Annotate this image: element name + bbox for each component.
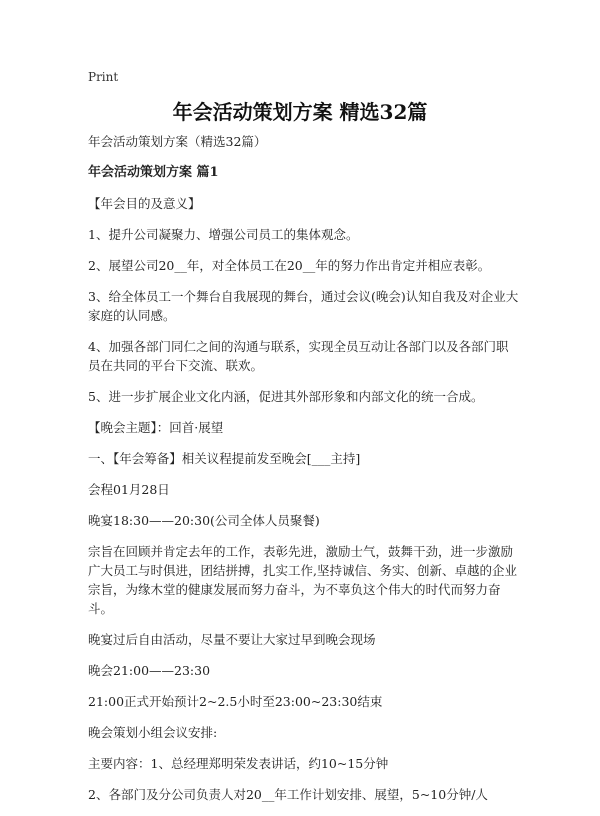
list-item: 4、加强各部门同仁之间的沟通与联系，实现全员互动让各部门以及各部门职员在共同的平台下交流、联欢。: [88, 339, 509, 373]
agenda-line: 一、【年会筹备】相关议程提前发至晚会[___主持]: [88, 451, 361, 466]
print-link[interactable]: Print: [88, 70, 119, 84]
purpose-paragraph: 宗旨在回顾并肯定去年的工作，表彰先进，激励士气，鼓舞干劲，进一步激励广大员工与时俱进，团结拼搏，扎实工作,坚持诚信、务实、创新、卓越的企业宗旨，为缘木堂的健康发展而努力奋斗，为不辜负这个伟大的时代而努力奋斗。: [88, 544, 517, 616]
list-item: 5、进一步扩展企业文化内涵，促进其外部形象和内部文化的统一合成。: [88, 389, 484, 404]
subsection-label: 【年会目的及意义】: [88, 196, 201, 211]
schedule-dinner: 晚宴18:30——20:30(公司全体人员聚餐): [88, 513, 320, 528]
meeting-arrangement: 晚会策划小组会议安排:: [88, 725, 218, 740]
schedule-party: 晚会21:00——23:30: [88, 663, 211, 678]
list-item: 2、展望公司20__年，对全体员工在20__年的努力作出肯定并相应表彰。: [88, 258, 491, 273]
schedule-detail: 21:00正式开始预计2~2.5小时至23:00~23:30结束: [88, 694, 383, 709]
section-heading: 年会活动策划方案 篇1: [88, 165, 219, 180]
main-content: 主要内容：1、总经理郑明荣发表讲话，约10~15分钟: [88, 756, 389, 771]
intro-line: 年会活动策划方案（精选32篇）: [88, 134, 267, 149]
document-title: 年会活动策划方案 精选32篇: [172, 100, 428, 124]
list-item: 1、提升公司凝聚力、增强公司员工的集体观念。: [88, 227, 359, 242]
list-item: 2、各部门及分公司负责人对20__年工作计划安排、展望，5~10分钟/人: [88, 787, 488, 802]
theme-line: 【晚会主题】：回首·展望: [88, 420, 224, 435]
list-item: 3、给全体员工一个舞台自我展现的舞台，通过会议(晚会)认知自我及对企业大家庭的认同感。: [88, 289, 519, 323]
document-body: [88, 132, 520, 816]
schedule-date: 会程01月28日: [88, 482, 170, 497]
paragraph: 晚宴过后自由活动，尽量不要让大家过早到晚会现场: [88, 632, 376, 647]
